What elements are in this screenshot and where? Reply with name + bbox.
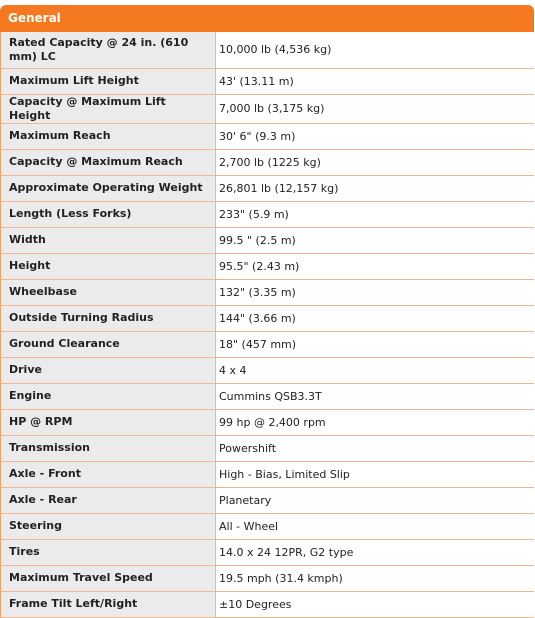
- table-row: [1, 435, 535, 461]
- table-row: [1, 94, 535, 123]
- spec-label: Capacity @ Maximum Reach: [1, 149, 216, 175]
- table-row: [1, 513, 535, 539]
- table-row: [1, 409, 535, 435]
- table-row: [1, 565, 535, 591]
- spec-value: 99.5 " (2.5 m): [216, 227, 535, 253]
- spec-value: 30' 6" (9.3 m): [216, 123, 535, 149]
- spec-value: All - Wheel: [216, 513, 535, 539]
- spec-value: Planetary: [216, 487, 535, 513]
- spec-label: Outside Turning Radius: [1, 305, 216, 331]
- spec-label: Axle - Rear: [1, 487, 216, 513]
- spec-value: 43' (13.11 m): [216, 68, 535, 94]
- spec-value: 2,700 lb (1225 kg): [216, 149, 535, 175]
- spec-label: Frame Tilt Left/Right: [1, 591, 216, 617]
- spec-value: 19.5 mph (31.4 kmph): [216, 565, 535, 591]
- spec-value: 26,801 lb (12,157 kg): [216, 175, 535, 201]
- table-row: [1, 539, 535, 565]
- spec-label: Axle - Front: [1, 461, 216, 487]
- section-header: General: [0, 5, 534, 32]
- spec-value: 95.5" (2.43 m): [216, 253, 535, 279]
- spec-label: Transmission: [1, 435, 216, 461]
- table-row: [1, 32, 535, 68]
- spec-label: Rated Capacity @ 24 in. (610 mm) LC: [1, 32, 216, 68]
- spec-label: Approximate Operating Weight: [1, 175, 216, 201]
- table-row: [1, 331, 535, 357]
- table-row: [1, 149, 535, 175]
- spec-label: Maximum Travel Speed: [1, 565, 216, 591]
- spec-value: 144" (3.66 m): [216, 305, 535, 331]
- table-row: [1, 305, 535, 331]
- table-row: [1, 68, 535, 94]
- spec-value: 10,000 lb (4,536 kg): [216, 32, 535, 68]
- spec-label: Height: [1, 253, 216, 279]
- table-row: [1, 123, 535, 149]
- table-row: [1, 201, 535, 227]
- table-row: [1, 279, 535, 305]
- spec-label: HP @ RPM: [1, 409, 216, 435]
- table-row: [1, 461, 535, 487]
- spec-value: 14.0 x 24 12PR, G2 type: [216, 539, 535, 565]
- table-row: [1, 487, 535, 513]
- spec-label: Wheelbase: [1, 279, 216, 305]
- spec-label: Maximum Lift Height: [1, 68, 216, 94]
- spec-label: Steering: [1, 513, 216, 539]
- spec-value: 4 x 4: [216, 357, 535, 383]
- spec-label: Engine: [1, 383, 216, 409]
- spec-value: 233" (5.9 m): [216, 201, 535, 227]
- table-row: [1, 357, 535, 383]
- table-row: [1, 227, 535, 253]
- spec-table: [0, 32, 534, 618]
- spec-value: 18" (457 mm): [216, 331, 535, 357]
- spec-label: Capacity @ Maximum Lift Height: [1, 94, 216, 123]
- spec-value: 7,000 lb (3,175 kg): [216, 94, 535, 123]
- spec-label: Tires: [1, 539, 216, 565]
- spec-value: High - Bias, Limited Slip: [216, 461, 535, 487]
- spec-panel: [0, 5, 534, 618]
- spec-value: Cummins QSB3.3T: [216, 383, 535, 409]
- spec-label: Maximum Reach: [1, 123, 216, 149]
- spec-value: Powershift: [216, 435, 535, 461]
- spec-value: 132" (3.35 m): [216, 279, 535, 305]
- spec-label: Drive: [1, 357, 216, 383]
- table-row: [1, 175, 535, 201]
- spec-label: Width: [1, 227, 216, 253]
- spec-value: ±10 Degrees: [216, 591, 535, 617]
- spec-label: Length (Less Forks): [1, 201, 216, 227]
- table-row: [1, 383, 535, 409]
- spec-value: 99 hp @ 2,400 rpm: [216, 409, 535, 435]
- spec-label: Ground Clearance: [1, 331, 216, 357]
- table-row: [1, 253, 535, 279]
- table-row: [1, 591, 535, 617]
